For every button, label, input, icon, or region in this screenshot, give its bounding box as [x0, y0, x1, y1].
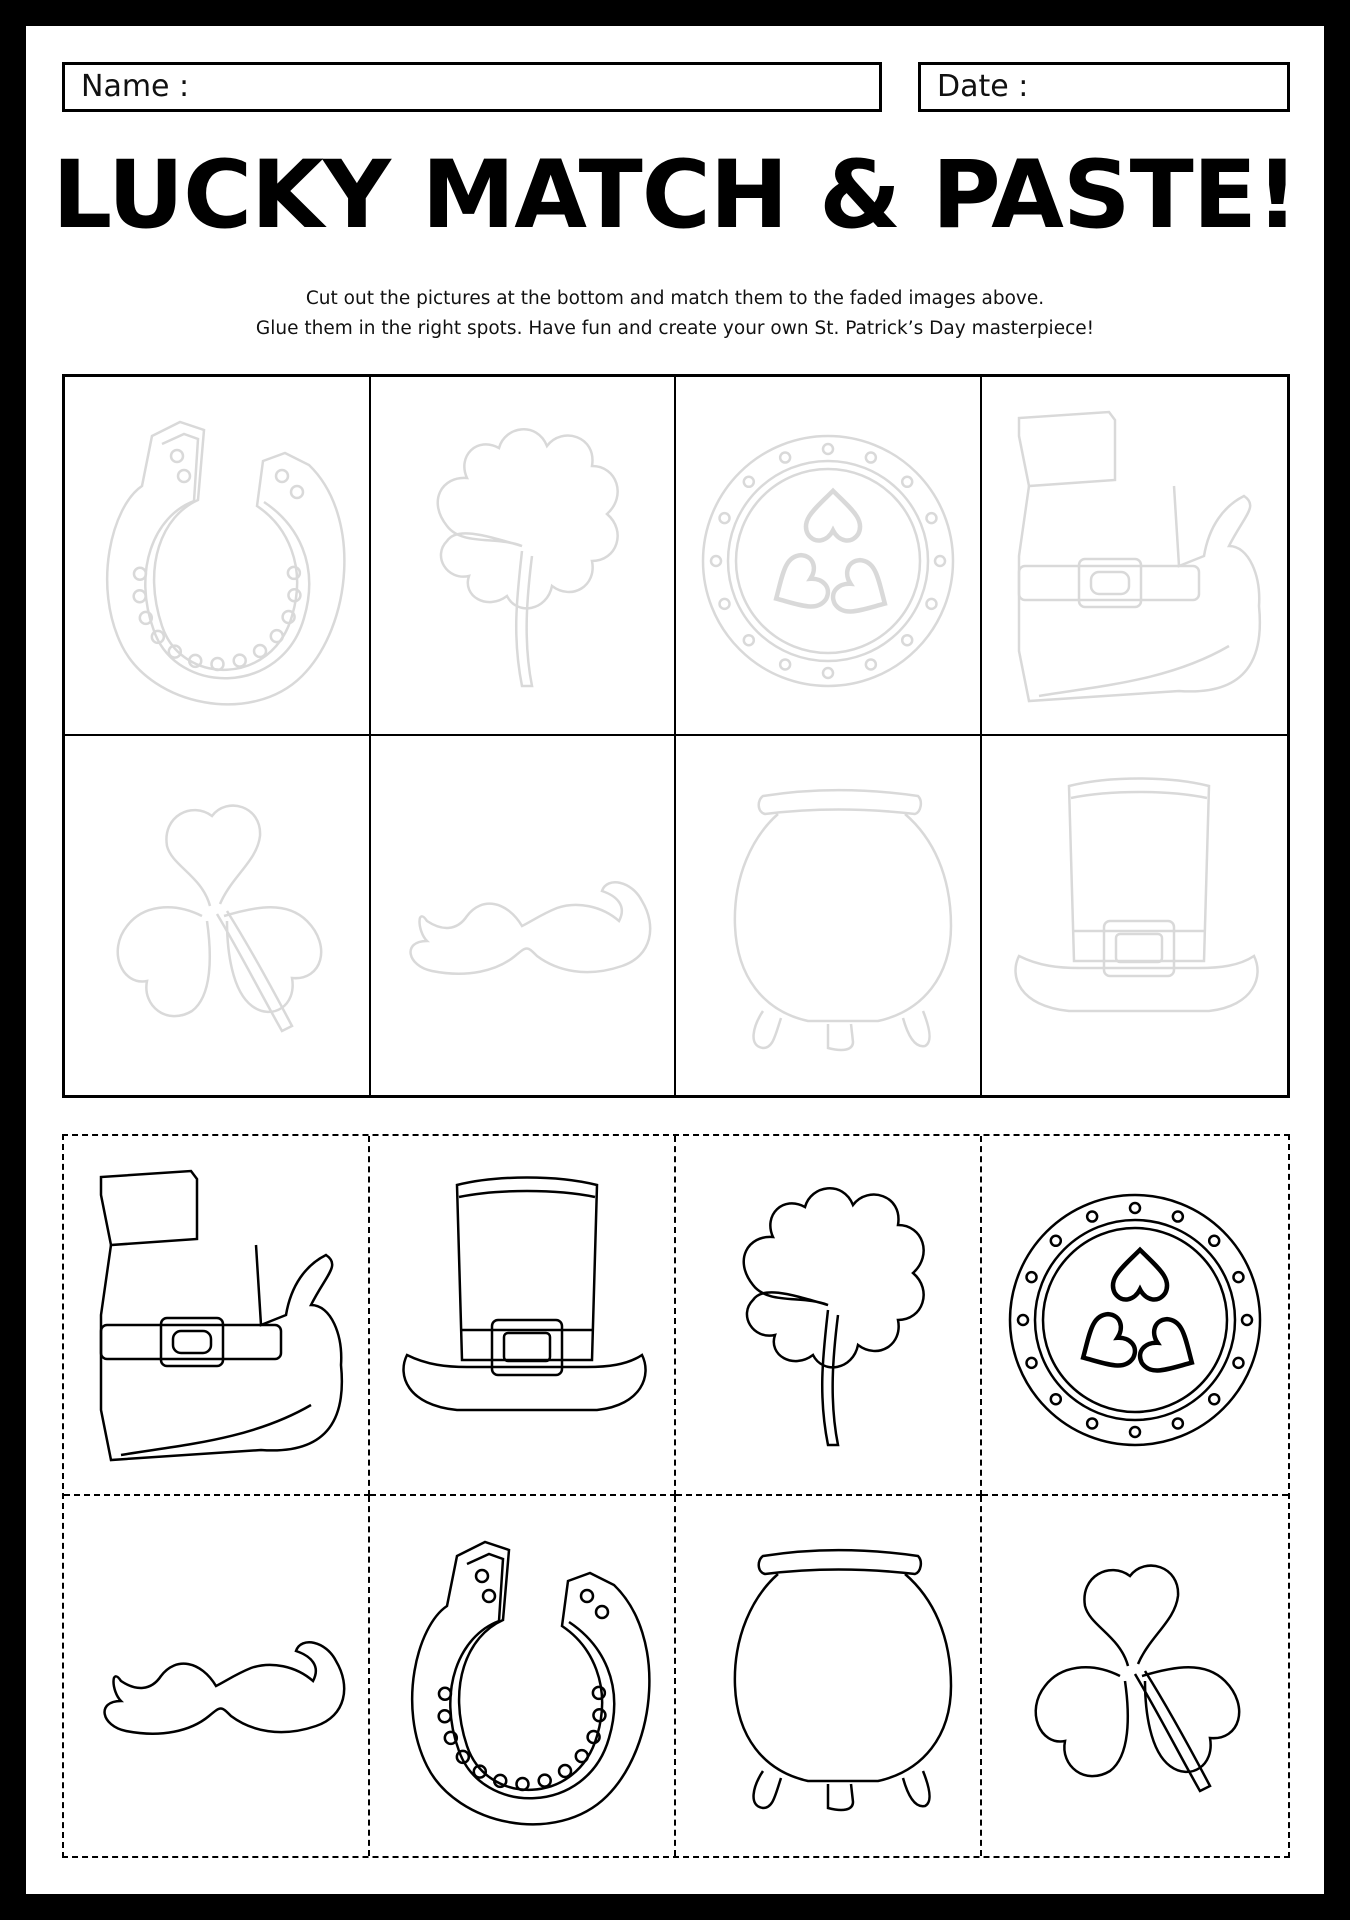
shamrock-icon [1000, 1511, 1270, 1841]
target-cell [982, 736, 1288, 1095]
date-field[interactable] [918, 62, 1290, 112]
instructions-line-2: Glue them in the right spots. Have fun and create your own St. Patrick’s Day masterpiece! [255, 318, 1095, 339]
cutout-cell[interactable] [982, 1496, 1288, 1856]
leprechaun-hat-icon [999, 751, 1269, 1081]
cutout-grid [62, 1134, 1290, 1858]
target-cell [371, 736, 677, 1095]
gold-coin-icon [1000, 1150, 1270, 1480]
cutout-cell[interactable] [64, 1136, 370, 1496]
target-cell [371, 377, 677, 736]
worksheet-page [26, 26, 1324, 1894]
four-leaf-clover-icon [387, 391, 657, 721]
cutout-cell[interactable] [676, 1136, 982, 1496]
target-cell [676, 377, 982, 736]
instructions [26, 284, 1324, 344]
name-label: Name : [81, 69, 190, 104]
shamrock-icon [82, 751, 352, 1081]
cutout-cell[interactable] [982, 1136, 1288, 1496]
target-cell [982, 377, 1288, 736]
pot-of-gold-icon [693, 1511, 963, 1841]
target-cell [676, 736, 982, 1095]
leprechaun-boot-icon [999, 391, 1269, 721]
cutout-cell[interactable] [370, 1136, 676, 1496]
pot-of-gold-icon [693, 751, 963, 1081]
name-field[interactable] [62, 62, 882, 112]
horseshoe-icon [387, 1511, 657, 1841]
leprechaun-hat-icon [387, 1150, 657, 1480]
cutout-cell[interactable] [64, 1496, 370, 1856]
cutout-cell[interactable] [370, 1496, 676, 1856]
horseshoe-icon [82, 391, 352, 721]
instructions-line-1: Cut out the pictures at the bottom and match them to the faded images above. [305, 288, 1045, 309]
gold-coin-icon [693, 391, 963, 721]
four-leaf-clover-icon [693, 1150, 963, 1480]
mustache-icon [81, 1511, 351, 1841]
target-cell [65, 377, 371, 736]
page-title: LUCKY MATCH & PASTE! [52, 141, 1298, 250]
leprechaun-boot-icon [81, 1150, 351, 1480]
target-cell [65, 736, 371, 1095]
mustache-icon [387, 751, 657, 1081]
target-grid [62, 374, 1290, 1098]
cutout-cell[interactable] [676, 1496, 982, 1856]
date-label: Date : [937, 69, 1029, 104]
